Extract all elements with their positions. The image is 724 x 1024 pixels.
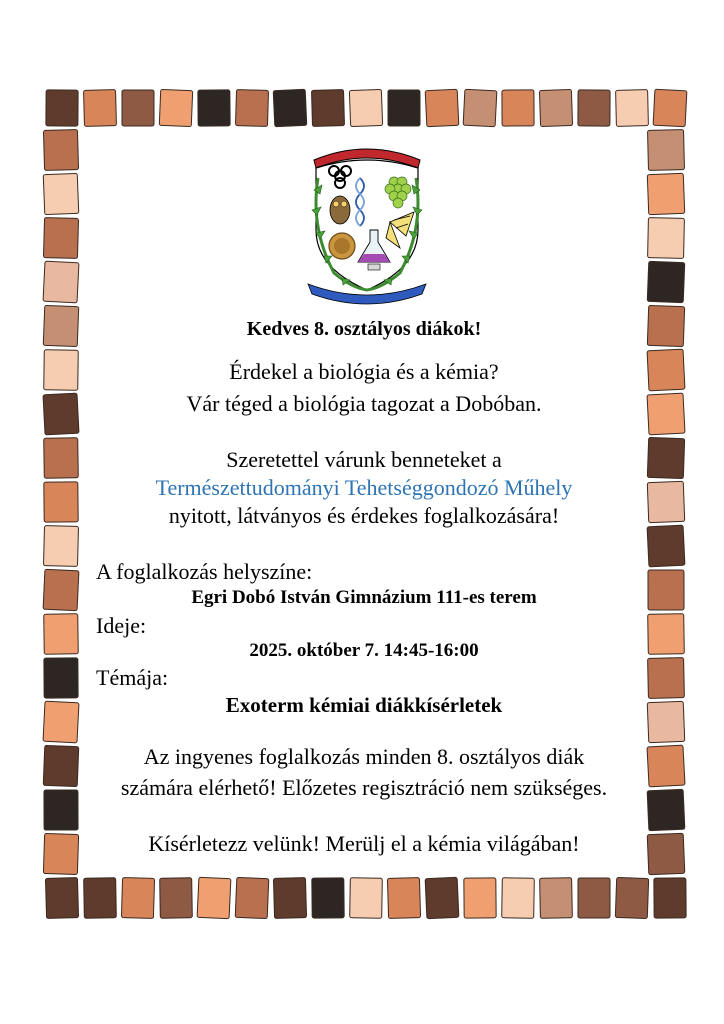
border-tile	[388, 90, 420, 126]
time-label: Ideje:	[96, 613, 147, 638]
location-value: Egri Dobó István Gimnázium 111-es terem	[191, 587, 537, 608]
border-tile	[159, 89, 192, 126]
border-tile	[235, 90, 268, 127]
time-value: 2025. október 7. 14:45-16:00	[249, 640, 479, 661]
invite-line-3: nyitott, látványos és érdekes foglalkozására!	[168, 503, 560, 528]
border-tile	[539, 89, 572, 126]
border-tile	[44, 658, 78, 698]
border-tile	[425, 89, 459, 126]
border-tile	[43, 130, 78, 171]
border-tile	[44, 482, 78, 522]
workshop-name: Természettudományi Tehetséggondozó Műhely	[155, 475, 573, 500]
intro-line-2: Vár téged a biológia tagozat a Dobóban.	[186, 391, 542, 416]
border-tile	[648, 130, 685, 171]
border-tile	[44, 350, 79, 390]
border-tile	[653, 89, 687, 127]
border-tile	[647, 349, 685, 391]
border-tile	[647, 173, 684, 214]
border-tile	[647, 701, 685, 742]
border-tile	[273, 89, 307, 126]
border-tile	[43, 173, 79, 214]
border-tile	[654, 878, 686, 918]
border-tile	[44, 790, 78, 830]
border-tile	[616, 90, 649, 127]
border-tile	[43, 833, 78, 874]
border-tile	[198, 90, 230, 126]
border-tile	[349, 89, 382, 126]
border-tile	[647, 481, 684, 522]
greeting-heading: Kedves 8. osztályos diákok!	[246, 318, 482, 340]
topic-label: Témája:	[96, 665, 169, 690]
border-tile	[647, 745, 685, 787]
border-tile	[44, 526, 79, 567]
school-crest-logo	[302, 138, 432, 308]
border-tile	[647, 393, 685, 435]
border-tile	[647, 833, 685, 874]
border-tile	[647, 789, 685, 831]
intro-line-1: Érdekel a biológia és a kémia?	[229, 359, 499, 384]
border-tile	[648, 570, 684, 610]
border-tile	[43, 218, 78, 259]
border-tile	[84, 90, 117, 127]
border-tile	[46, 90, 78, 126]
border-tile	[502, 90, 534, 126]
border-tile	[44, 438, 79, 479]
border-tile	[312, 90, 345, 127]
border-tile	[648, 614, 685, 655]
border-tile	[43, 393, 79, 435]
invite-line-1: Szeretettel várunk benneteket a	[226, 447, 502, 472]
note-line-2: számára elérhető! Előzetes regisztráció nem szükséges.	[120, 775, 608, 800]
topic-value: Exoterm kémiai diákkísérletek	[225, 693, 503, 717]
border-tile	[647, 437, 684, 478]
note-line-1: Az ingyenes foglalkozás minden 8. osztályos diák	[143, 744, 585, 769]
border-tile	[648, 218, 685, 259]
border-tile	[43, 305, 79, 346]
border-tile	[43, 261, 79, 303]
border-tile	[648, 658, 685, 699]
location-label: A foglalkozás helyszíne:	[96, 559, 313, 584]
border-tile	[647, 261, 685, 302]
border-tile	[44, 614, 79, 654]
border-tile	[43, 701, 79, 743]
border-tile	[45, 878, 78, 919]
border-tile	[43, 745, 79, 786]
border-tile	[578, 90, 610, 126]
flyer-content	[90, 128, 638, 888]
closing-line: Kísérletezz velünk! Merülj el a kémia világában!	[148, 831, 580, 856]
border-tile	[647, 305, 684, 346]
border-tile	[122, 90, 154, 126]
border-tile	[43, 569, 79, 611]
border-tile	[463, 89, 497, 127]
border-tile	[647, 525, 685, 567]
